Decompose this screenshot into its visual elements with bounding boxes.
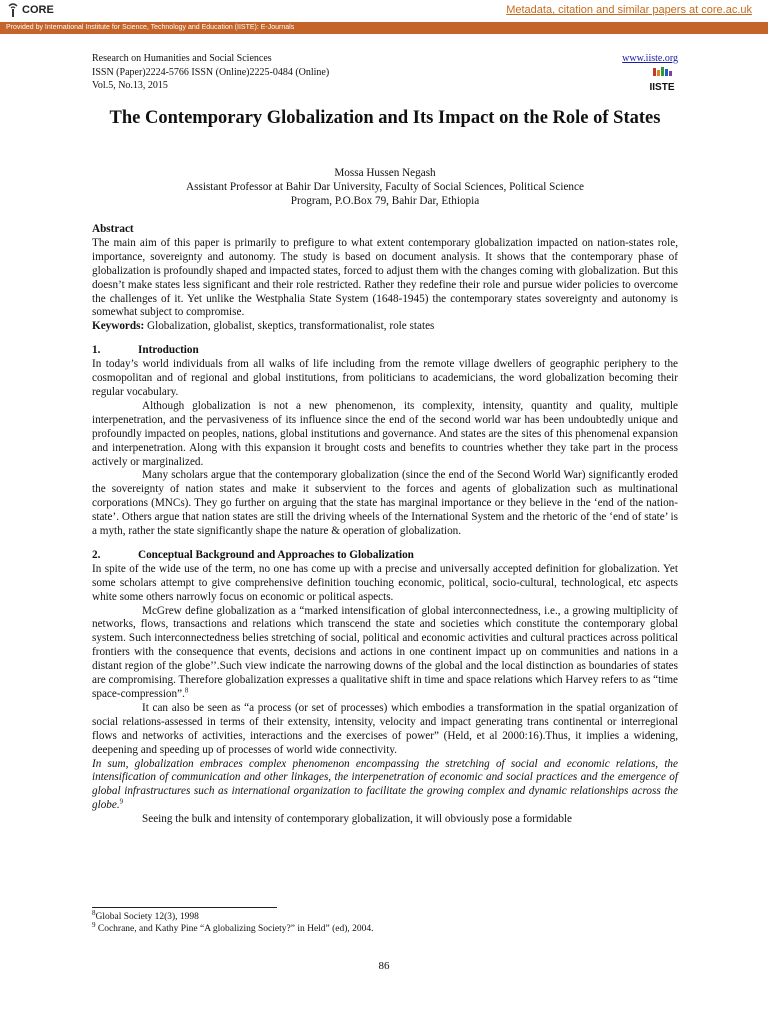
paragraph xyxy=(92,605,678,702)
core-logo[interactable] xyxy=(6,2,54,18)
paragraph: Seeing the bulk and intensity of contemporary globalization, it will obviously pose a formidable xyxy=(142,813,573,826)
keywords-label: Keywords: xyxy=(92,320,145,333)
author-affiliation-line1: Assistant Professor at Bahir Dar University, Faculty of Social Sciences, Political Science xyxy=(186,181,584,193)
paper-body xyxy=(92,223,678,827)
paragraph: Many scholars argue that the contemporary globalization (since the end of the Second World War) significantly eroded the sovereignty of nation states and make it subservient to the forces and agents of globalization such as multinational corporations (MNCs). They go further on arguing that the state has marginal importance or they believe in the ‘end of the nation-state’. Others argue that nation states are still the driving wheels of the International System and the rhetoric of the ‘end of state’ is a myth, rather the state significantly shape the nature & operation of globalization. xyxy=(92,469,678,538)
abstract-heading: Abstract xyxy=(92,223,134,235)
paper-title: The Contemporary Globalization and Its Impact on the Role of States xyxy=(109,108,661,128)
section-title: Introduction xyxy=(138,344,199,357)
paragraph: Although globalization is not a new phenomenon, its complexity, intensity, quantity and quality, multiple interpenetration, and the pervasiveness of its influence since the end of the second world war has been undoubtedly unique and profoundly impacted on peoples, nations, global institutions and governance. And states are the sites of this phenomenal expansion and interpenetration. Along with this expansion it brought costs and benefits to countries whether they take part in the process actively or marginalized. xyxy=(92,399,678,468)
iiste-logo-bar xyxy=(653,68,656,76)
footnote-mark: 9 xyxy=(92,920,96,929)
paragraph: In today’s world individuals from all walks of life including from the remote village dwellers of geographic periphery to the cosmopolitan and of regional and global institutions, from politicians to academicians, the word globalization becoming their regular vocabulary. xyxy=(92,358,678,398)
core-bar xyxy=(0,0,768,23)
iiste-logo xyxy=(648,66,676,94)
iiste-logo-text: IISTE xyxy=(649,82,675,93)
iiste-logo-bar xyxy=(661,67,664,76)
author-name: Mossa Hussen Negash xyxy=(334,167,436,179)
section-number: 1. xyxy=(92,344,101,357)
journal-url-link[interactable]: www.iiste.org xyxy=(622,53,678,64)
iiste-logo-bar xyxy=(669,71,672,76)
section-heading-introduction xyxy=(92,344,678,358)
section-heading-conceptual-background xyxy=(92,549,678,563)
provided-by-banner[interactable]: Provided by International Institute for Science, Technology and Education (IISTE): E-Journals xyxy=(0,22,768,34)
paragraph-italic xyxy=(92,758,678,814)
iiste-logo-bar xyxy=(665,69,668,76)
journal-volume: Vol.5, No.13, 2015 xyxy=(92,80,168,91)
core-logo-text: CORE xyxy=(22,4,54,16)
footnote xyxy=(92,920,678,935)
paragraph: In spite of the wide use of the term, no one has come up with a precise and universally accepted definition for globalization. Yet some scholars attempt to give comprehensive definition touching economic, political, socio-cultural, technological, etc aspects white some others narrowly focus on economic or political aspects. xyxy=(92,562,678,603)
author-block xyxy=(92,166,678,208)
journal-name: Research on Humanities and Social Sciences xyxy=(92,53,272,64)
footnote-ref[interactable]: 8 xyxy=(184,686,189,695)
paragraph: It can also be seen as “a process (or set of processes) which embodies a transformation in the spatial organization of social relations-assessed in terms of their extensity, intensity, velocity and impact generating trans continental or interregional flows and networks of activities, interactions and the exercises of power” (Held, et al 2000:16).Thus, it implies a widening, deepening and speeding up of processes of world wide connectivity. xyxy=(92,701,678,756)
section-title: Conceptual Background and Approaches to Globalization xyxy=(138,548,414,561)
footnote-divider xyxy=(92,907,277,908)
core-metadata-link[interactable]: Metadata, citation and similar papers at core.ac.uk xyxy=(506,4,752,16)
keywords-value: Globalization, globalist, skeptics, transformationalist, role states xyxy=(144,320,435,333)
page-number: 86 xyxy=(378,960,390,972)
footnote-text: Global Society 12(3), 1998 xyxy=(95,912,199,922)
journal-header xyxy=(92,52,678,93)
footnote-mark: 8 xyxy=(92,908,96,917)
abstract-text: The main aim of this paper is primarily to prefigure to what extent contemporary globalization impacted on nation-states role, importance, sovereignty and autonomy. The study is based on document analysis. It shows that the contemporary phase of globalization is profoundly shaped and impacted states, forced to adjust them with the changes coming with globalization. But this doesn’t make states less significant and their role restricted. Rather they redefine their role and pursue wider policies to overcome the challenges of it. Yet unlike the Westphalia State System (1648-1945) the contemporary states sovereignty and autonomy is somewhat subject to compromise. xyxy=(92,236,678,319)
section-number: 2. xyxy=(92,548,101,561)
author-affiliation-line2: Program, P.O.Box 79, Bahir Dar, Ethiopia xyxy=(290,195,480,207)
core-logo-icon xyxy=(6,2,20,18)
iiste-logo-bar xyxy=(657,70,660,76)
footnotes xyxy=(92,908,678,935)
paragraph-text: McGrew define globalization as a “marked intensification of global interconnectedness, i.e., a growing multiplicity of networks, flows, transactions and relations which transcend the state and societies which constitute the contemporary global system. Such interconnectedness belies stretching of social, political and economic activities and cultural practices across political frontiers with the consequence that events, decisions and actions in one continent impact up on communities and nations in a distant region of the globe’’.Such view indicate the narrowing downs of the global and the local distinction as boundaries of states are compromising. Therefore globalization expresses a qualitative shift in time and space relations which Harvey refers to as “time space-compression”. xyxy=(92,604,678,700)
footnote-ref[interactable]: 9 xyxy=(119,797,124,806)
footnote-text: Cochrane, and Kathy Pine “A globalizing Society?” in Held” (ed), 2004. xyxy=(95,924,374,934)
footnote xyxy=(92,908,678,923)
keywords-line xyxy=(92,320,678,334)
journal-issn: ISSN (Paper)2224-5766 ISSN (Online)2225-0484 (Online) xyxy=(92,66,330,78)
italic-summary: In sum, globalization embraces complex phenomenon encompassing the stretching of social and economic relations, the intensification of communication and other linkages, the interpenetration of economic and social practices and the emergence of global infrastructures such as international organization to facilitate the growing complex and dynamic relationships across the globe. xyxy=(92,757,678,812)
